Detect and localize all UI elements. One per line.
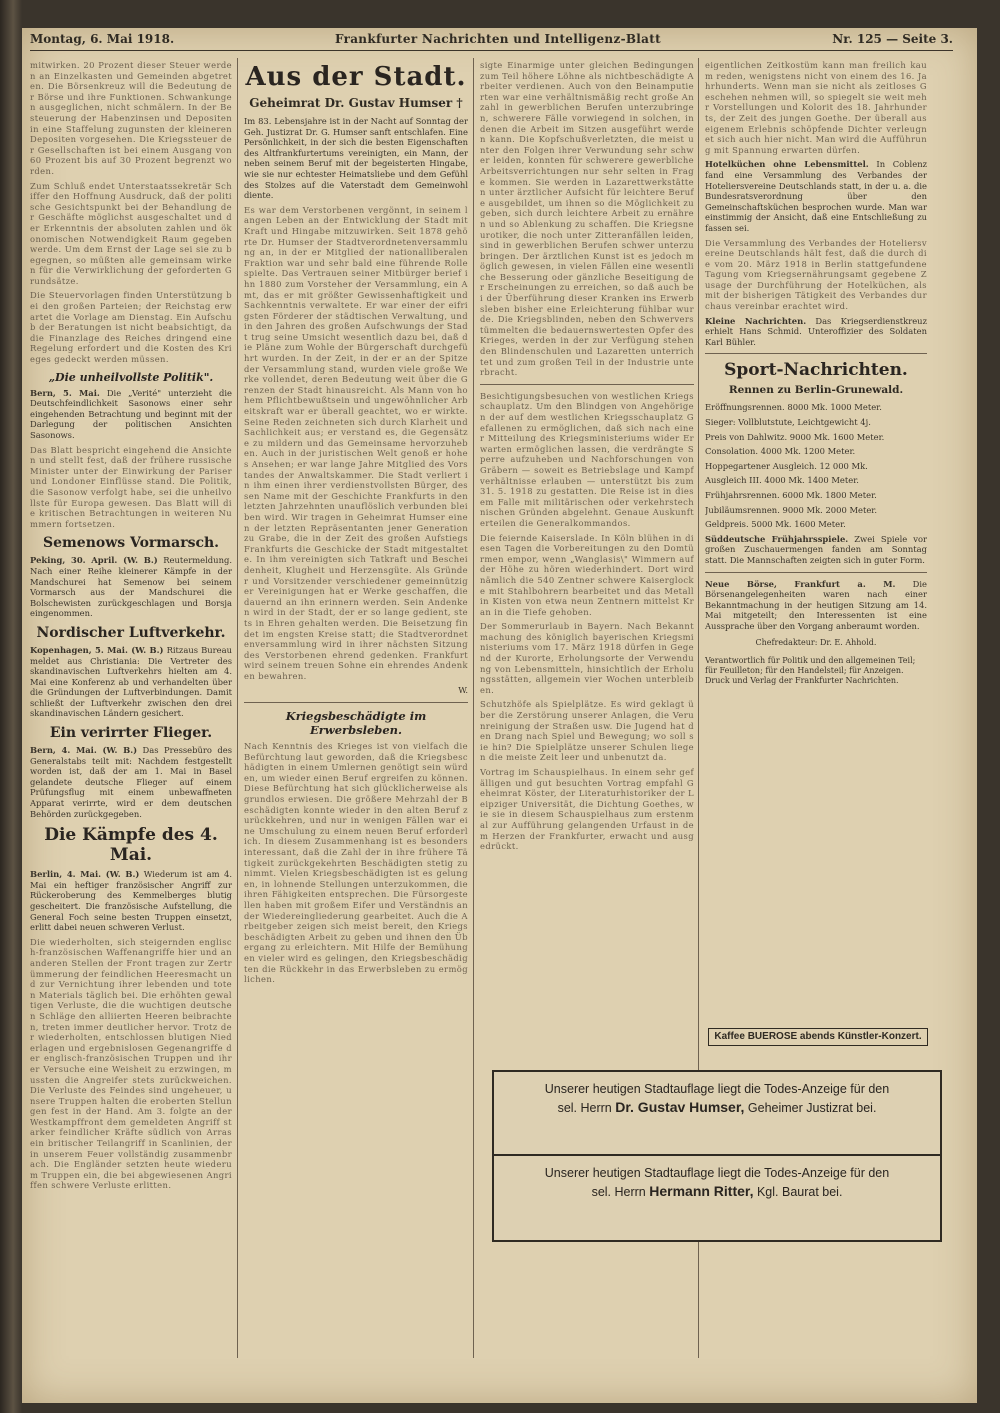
article-text: Die feiernde Kaiserslade. In Köln blühen in diesen Tagen die Vorbereitungen zu den Domtürmen empor, wenn „Wanglasis\" Wimmern auf der Höhe zu hören wiederhindert. Dort wird nämlich die 540 Zentner schwere Kaiserglocke mit Stahlbohrern bearbeitet und das Metall in Kisten von etwa neun Zentnern mittelst Kran in die Tiefe gehoben.: [480, 532, 694, 617]
masthead-page: Nr. 125 — Seite 3.: [832, 32, 953, 46]
article-text: Hotelküchen ohne Lebensmittel. In Coblenz fand eine Versammlung des Verbandes der Hoteliersvereine Deutschlands statt, in der u. a. die Bundesratsverordnung über den Gemeinschaftsküchen besprochen wurde. Man war einstimmig der Ansicht, daß eine Entschließung zu fassen sei.: [705, 159, 927, 233]
article-text: Peking, 30. April. (W. B.) Reutermeldung. Nach einer Reihe kleinerer Kämpfe in der Mandschurei hat Semenow bei seinem Vormarsch aus der Mandschurei die Bolschewisten zurückgeschlagen und Borsja eingenommen.: [30, 555, 232, 619]
dateline: Bern, 4. Mai. (W. B.): [30, 745, 138, 756]
race-entry: Hoppegartener Ausgleich. 12 000 Mk.: [705, 460, 868, 471]
signoff: W.: [458, 685, 468, 696]
race-entry: Preis von Dahlwitz. 9000 Mk. 1600 Meter.: [705, 431, 885, 442]
article-text: Die Versammlung des Verbandes der Hoteliersvereine Deutschlands hält fest, daß die durch die vom 20. März 1918 in Berlin stattgefundene Tagung vom Kriegsernährungsamt gegebene Zusage der Durchführung der Hotelküchen, als mit der bisherigen Tätigkeit des Verbandes durchaus vereinbar erachtet wird.: [705, 237, 927, 312]
article-text: Die Steuervorlagen finden Unterstützung bei den großen Parteien; der Reichstag erwartet die Vorlage am Dienstag. Ein Aufschub der Beratungen ist nicht beabsichtigt, da die Finanzlage des Reiches dringend eine Regelung erfordert und die Kosten des Krieges gedeckt werden müssen.: [30, 290, 232, 365]
headline-stadt: Aus der Stadt.: [245, 62, 467, 92]
article-text: Die „Verité" unterzieht die Deutschfeindlichkeit Sasonows einer sehr eingehenden Betrachtung und beginnt mit der Darlegung der politischen Ansichten Sasonows.: [30, 387, 232, 440]
dateline: Berlin, 4. Mai. (W. B.): [30, 869, 140, 880]
ad-line: [500, 1182, 934, 1201]
article-text: Besichtigungsbesuchen von westlichen Kriegsschauplatz. Um den Blindgen von Angehörigen der auf dem westlichen Kriegsschauplatz Gefallenen zu ermöglichen, daß sich nach einer Mitteilung des Kriegsministeriums wider Erwarten ermöglichen lassen, die verdrängte Sperre aufzuheben und Nachforschungen von Gräbern — soweit es Betriebslage und Kampfverhältnisse erlauben — unterstützt bis zum 31. 5. 1918 zu gestatten. Die Reise ist in diesem Falle mit militärischen oder verkehrstechnischen Gründen abgelehnt. Genaue Auskunft erteilen die Generalkommandos.: [480, 390, 694, 528]
divider: [244, 702, 468, 703]
article-text: sigte Einarmige unter gleichen Bedingungen zum Teil höhere Löhne als nichtbeschädigte Arbeiter verdienen. Auch von den Beinamputierten war eine verhältnismäßig recht große Anzahl in gewerblichen Berufen unterzubringen, schwerere Fälle vorwiegend in solchen, in denen die Arbeit im Sitzen ausgeführt werden kann. Die Kopfschußverletzten, die meist unter den Folgen ihrer Verwundung sehr schwer leiden, konnten für schwerere gewerbliche Arbeitsverrichtungen nur sehr selten in Frage kommen. Sie werden in Lazarettwerkstätten unter ärztlicher Aufsicht für leichtere Berufe ausgebildet, um ihnen so die Möglichkeit zu geben, sich durch leichtere Arbeit zu ernähren und so Ablenkung zu schaffen. Die Kriegsneurotiker, die noch unter Zitteranfällen leiden, sind in gewerblichen Berufen schwer unterzubringen. Der ärztlichen Kunst ist es jedoch möglich gewesen, in vielen Fällen eine wesentliche Besserung oder gänzliche Beseitigung der Erscheinungen zu erreichen, so daß auch bei der Überführung dieser Kranken ins Erwerbsleben bisher eine Erleichterung fühlbar wurde. Die Kriegsblinden, neben den Schwerverstümmelten die bedauernswertesten Opfer des Krieges, werden in der zur Verfügung stehenden Blindenschulen und Lazaretten unterrichtet und zum großen Teil in der Industrie unterbracht.: [480, 60, 694, 378]
article-text: mitwirken. 20 Prozent dieser Steuer werden an Einzelkasten und Gemeinden abgetreten. Die Börsenkreuz will die Bedeutung der Börse und ihre Funktionen. Schwankungen ausgeglichen, nicht schmälern. In der Besteuerung der Habenzinsen und Depositen in eine Staffelung zugunsten der kleineren Depositen vorgesehen. Die Kriegssteuer der Gesellschaften ist bei einem Ausgang von 60 Prozent bis auf 30 Prozent begrenzt worden.: [30, 60, 232, 176]
facing-page-text: [2, 60, 16, 1360]
headline-verirrter: Ein verirrter Flieger.: [49, 725, 213, 742]
article-text: Zum Schluß endet Unterstaatssekretär Schiffer den Hoffnung Ausdruck, daß der politische Gesichtspunkt bei der Behandlung der Geschäfte möglichst ausgeschaltet und der Erkenntnis der absoluten zahlen und ökonomischen Notwendigkeit Raum gegeben werde. Um dem Ernst der Lage sei sie zu begegnen, so müßten alle gemeinsam wirken für die Verwirklichung der geforderten Grundsätze.: [30, 180, 232, 286]
subhead-neue-boerse: Neue Börse, Frankfurt a. M.: [705, 578, 896, 589]
article-text: Es war dem Verstorbenen vergönnt, in seinem langen Leben an der Entwicklung der Stadt mit Kraft und Hingabe mitzuwirken. Seit 1878 gehörte Dr. Humser der Stadtverordnetenversammlung an, in der er Mitglied der nationalliberalen Fraktion war und sehr bald eine führende Rolle spielte. Das Vertrauen seiner Mitbürger berief ihn 1880 zum Vorsteher der Versammlung, ein Amt, das er mit größter Gewissenhaftigkeit und Sachkenntnis verwaltete. Er war einer der eifrigsten Förderer der städtischen Verwaltung, und in den Jahren des großen Aufschwungs der Stadt trug seine Umsicht wesentlich dazu bei, daß die Pläne zum Wohle der Bürgerschaft durchgeführt wurden. In der Zeit, in der er an der Spitze der Versammlung stand, wurden viele große Werke vollendet, deren Bedeutung weit über die Grenzen der Stadt hinausreicht. Als Mann von hohem Pflichtbewußtsein und ungewöhnlicher Arbeitskraft war er überall geachtet, wo er wirkte. Seine Reden zeichneten sich durch Klarheit und Sachlichkeit aus; er verstand es, die Gegensätze zu mildern und das Gemeinsame hervorzuheben. Auch in der juristischen Welt genoß er hohes Ansehen; er war lange Jahre Mitglied des Vorstandes der Anwaltskammer. Die Stadt verliert in ihm einen ihrer verdienstvollsten Bürger, dessen Name mit der Geschichte Frankfurts in den letzten Jahrzehnten unauflöslich verbunden bleiben wird. Wir tragen in Geheimrat Humser einen der letzten Repräsentanten jener Generation zu Grabe, die in der Zeit des großen Aufstiegs Frankfurts die Geschicke der Stadt mitgestaltete. In ihm vereinigten sich Tatkraft und Bescheidenheit, Klugheit und Herzensgüte. Als Gründer und Vorsitzender verschiedener gemeinnütziger Vereinigungen hat er Werke geschaffen, die dauernd an ihn erinnern werden. Sein Andenken wird in der Stadt, der er so lange gedient, stets in Ehren gehalten werden. Die Beisetzung findet im engsten Kreise statt; die Stadtverordnetenversammlung wird in ihrer nächsten Sitzung des Verstorbenen ehrend gedenken. Frankfurt wird seinem treuen Sohne ein ehrendes Andenken bewahren.: [244, 204, 468, 681]
article-text: Der Sommerurlaub in Bayern. Nach Bekanntmachung des königlich bayerischen Kriegsministeriums vom 17. März 1918 dürfen in Gegend der Kurorte, Erholungsorte der Verwendung von Lebensmitteln, hinsichtlich der Erholungsstätten, allgemein vier Wochen unterbleiben.: [480, 621, 694, 695]
race-entry: Geldpreis. 5000 Mk. 1600 Meter.: [705, 519, 846, 530]
ad-text: Kgl. Baurat bei.: [756, 1185, 843, 1199]
ad-line: [500, 1098, 934, 1117]
divider: [705, 572, 927, 573]
masthead-title: Frankfurter Nachrichten und Intelligenz-Blatt: [335, 32, 661, 46]
article-text: Kleine Nachrichten. Das Kriegserdienstkreuz erhielt Hans Schmid. Unteroffizier des Soldaten Karl Bühler.: [705, 315, 927, 347]
subhead-fruehjahrs: Süddeutsche Frühjahrsspiele.: [705, 533, 849, 544]
article-text: Berlin, 4. Mai. (W. B.) Wiederum ist am 4. Mai ein heftiger französischer Angriff zur Rückeroberung des Kemmelberges blutig gescheitert. Die französische Aufstellung, die General Foch seine besten Truppen einsetzt, erlitt dabei neuen schweren Verlust.: [30, 869, 232, 933]
newspaper-page: [22, 28, 977, 1403]
headline-semenows: Semenows Vormarsch.: [42, 535, 220, 552]
ad-text: sel. Herrn: [591, 1185, 646, 1199]
article-text: Die wiederholten, sich steigernden englisch-französischen Waffenangriffe hier und an anderen Stellen der Front tragen zur Zertrümmerung der feindlichen Heeresmacht und zur Vernichtung ihrer lebenden und toten Materials täglich bei. Die erhöhten gewaltigen Verluste, die die wuchtigen deutschen Schläge den alliierten Heeren beibrachten, treten immer deutlicher hervor. Trotz der wiederholten, entschlossen blutigen Niederlagen und ergebnislosen Gegenangriffe der englisch-französischen Truppen und ihrer Versuche eine Weisheit zu erzwingen, mussten die Angreifer stets zurückweichen. Die Verluste des Feindes sind ungeheuer, unsere Truppen halten die eroberten Stellungen fest in der Hand. Am 3. folgte an der Westkampffront dem gemeldeten Angriff starker feindlicher Kräfte südlich von Arras ein britischer Teilangriff in Scanlinien, der in unserem Feuer vollständig zusammenbrach. Die Engländer setzten heute wiederum Truppen ein, die bei abgewiesenen Angriffen schwere Verluste erlitten.: [30, 936, 232, 1191]
article-text: Nach Kenntnis des Krieges ist von vielfach die Befürchtung laut geworden, daß die Kriegsbeschädigten in einem Umlernen genötigt sein würden, um wieder einen Beruf ergreifen zu können. Diese Befürchtung hat sich glücklicherweise als grundlos erwiesen. Die größere Mehrzahl der Beschädigten konnte wieder in den alten Beruf zurückkehren, und nur in wenigen Fällen war eine Umschulung zu einem neuen Beruf erforderlich. In diesem Zusammenhang ist es besonders interessant, daß die Zahl der in ihre frühere Tätigkeit zurückgekehrten Beschädigten stetig zunimmt. Vielen Kriegsbeschädigten ist es gelungen, in lohnende Stellungen unterzukommen, die ihren Fähigkeiten entsprechen. Die Fürsorgestellen haben mit großem Eifer und Verständnis an der Wiedereingliederung gearbeitet. Auch die Arbeitgeber zeigen sich meist bereit, den Kriegsbeschädigten Arbeit zu geben und ihnen den Übergang zu erleichtern. Mit Hilfe der Bemühungen vieler wird es gelingen, den Kriegsbeschädigten die Rückkehr in das Erwerbsleben zu ermöglichen.: [244, 741, 468, 985]
column-1: [30, 60, 232, 1360]
ad-text: Geheimer Justizrat bei.: [747, 1101, 877, 1115]
article-text: Neue Börse, Frankfurt a. M. Die Börsenangelegenheiten waren nach einer Bekanntmachung in der heutigen Sitzung am 14. Mai mitgeteilt; den Interessenten ist eine Aussprache über den Vorgang anberaumt worden.: [705, 578, 927, 631]
dateline: Peking, 30. April. (W. B.): [30, 555, 158, 566]
article-text: Kopenhagen, 5. Mai. (W. B.) Ritzaus Bureau meldet aus Christiania: Die Vertreter des skandinavischen Luftverkehrs hielten am 4. Mai eine Konferenz ab und verhandelten über die Gründungen der Luftverbindungen. Damit schließt der Luftverkehr zwischen den drei skandinavischen Ländern gesichert.: [30, 644, 232, 719]
race-entry: Sieger: Vollblutstute, Leichtgewicht 4j.: [705, 417, 871, 428]
divider: [480, 384, 694, 385]
article-text: Vortrag im Schauspielhaus. In einem sehr gefälligen und gut besuchten Vortrag empfahl Geheimrat Köster, der Literaturhistoriker der Leipziger Universität, die Dichtung Goethes, wie sie in diesem Schauspielhaus zum erstenmal zur Aufführung gelangenden Urfaust in dem Herzen der Frankfurter, erwacht und ausgedrückt.: [480, 767, 694, 852]
race-entry: Frühjahrsrennen. 6000 Mk. 1800 Meter.: [705, 490, 877, 500]
article-text: Süddeutsche Frühjahrsspiele. Zwei Spiele vor großen Zuschauermengen fanden am Sonntag statt. Die Mannschaften zeigten sich in guter Form.: [705, 533, 927, 565]
headline-kriegsbeschaedigte: Kriegsbeschädigte im Erwerbsleben.: [285, 709, 427, 738]
column-2: [244, 60, 468, 1360]
masthead: [30, 30, 953, 51]
ad-line: Unserer heutigen Stadtauflage liegt die Todes-Anzeige für den: [544, 1082, 890, 1096]
dateline: Bern, 5. Mai.: [30, 387, 100, 398]
article-text: Das Blatt bespricht eingehend die Ansichten und stellt fest, daß der frühere russische Minister unter der Einwirkung der Pariser und Londoner Einflüsse stand. Die Politik, die Sasonow verfolgt habe, sei die unheilvollste für Europa gewesen. Das Blatt will die kritischen Betrachtungen in weiteren Nummern fortsetzen.: [30, 444, 232, 529]
article-text: [30, 388, 232, 441]
headline-rennen: Rennen zu Berlin-Grunewald.: [728, 384, 904, 397]
dateline: Kopenhagen, 5. Mai. (W. B.): [30, 644, 164, 655]
race-entry: Jubiläumsrennen. 9000 Mk. 2000 Meter.: [705, 504, 878, 515]
article-text: Schutzhöfe als Spielplätze. Es wird geklagt über die Zerstörung unserer Anlagen, die Verunreinigung der Straßen usw. Die Jugend hat den Drang nach Spiel und Bewegung; wo soll sie hin? Die Spielplätze unserer Schulen liegen die meiste Zeit leer und unbenutzt da.: [480, 699, 694, 763]
ad-text: sel. Herrn: [557, 1101, 612, 1115]
masthead-date: Montag, 6. Mai 1918.: [30, 32, 175, 46]
headline-unheilvollste: „Die unheilvollste Politik".: [48, 370, 214, 384]
ad-name: Dr. Gustav Humser,: [615, 1099, 745, 1115]
death-notice-humser: [492, 1070, 942, 1158]
divider: [705, 353, 927, 354]
headline-nordischer: Nordischer Luftverkehr.: [36, 624, 226, 641]
headline-kaempfe: Die Kämpfe des 4. Mai.: [44, 825, 218, 866]
article-text: eigentlichen Zeitkostüm kann man freilich kaum reden, wenigstens nicht von einem des 16. Jahrhunderts. Wenn man sie nicht als zeitloses Geschehen nehmen will, so spiegelt sie weit mehr Vorstellungen und Kolorit des 18. Jahrhunderts, der Zeit des jungen Goethe. Der überall aus eigenem Erlebnis schöpfende Dichter verleugnet sich auch hier nicht. Man wird die Aufführung mit Spannung erwarten dürfen.: [705, 60, 927, 155]
race-entry: Ausgleich III. 4000 Mk. 1400 Meter.: [705, 475, 859, 486]
binding-edge: [0, 0, 22, 1413]
column-rule: [237, 58, 238, 1358]
ad-name: Hermann Ritter,: [649, 1183, 754, 1199]
subhead-kleine-nachrichten: Kleine Nachrichten.: [705, 315, 807, 326]
race-entry: Eröffnungsrennen. 8000 Mk. 1000 Meter.: [705, 402, 882, 413]
column-rule: [473, 58, 474, 1358]
race-entry: Consolation. 4000 Mk. 1200 Meter.: [705, 446, 856, 457]
concert-ad: Kaffee BUEROSE abends Künstler-Konzert.: [708, 1028, 928, 1046]
headline-humser: Geheimrat Dr. Gustav Humser †: [249, 96, 463, 110]
death-notice-ritter: [492, 1154, 942, 1242]
article-text: Im 83. Lebensjahre ist in der Nacht auf Sonntag der Geh. Justizrat Dr. G. Humser sanft entschlafen. Eine Persönlichkeit, in der sich die besten Eigenschaften des Altfrankfurtertums vereinigten, ein Mann, der neben seinem Beruf mit der begeisterten Hingabe, wie sie nur echtester Heimatsliebe und dem Gefühl des Stolzes auf die Vaterstadt dem Gemeinwohl diente.: [244, 116, 468, 201]
editor-line: Chefredakteur: Dr. E. Ahhold.: [755, 637, 877, 647]
headline-sport: Sport-Nachrichten.: [724, 360, 908, 381]
imprint: Verantwortlich für Politik und den allgemeinen Teil; für Feuilleton; für den Handelsteil; für Anzeigen. Druck und Verlag der Frankfurter Nachrichten.: [705, 655, 916, 685]
subhead-hotelkuechen: Hotelküchen ohne Lebensmittel.: [705, 159, 869, 170]
ad-line: Unserer heutigen Stadtauflage liegt die Todes-Anzeige für den: [544, 1166, 890, 1180]
race-list: [705, 402, 927, 529]
article-text: Bern, 4. Mai. (W. B.) Das Pressebüro des Generalstabs teilt mit: Nachdem festgestellt worden ist, daß der am 1. Mai in Basel gelandete deutsche Flieger auf einem Prüfungsflug mit einem unbewaffneten Apparat verirrte, wird er dem deutschen Behörden zurückgegeben.: [30, 745, 232, 819]
